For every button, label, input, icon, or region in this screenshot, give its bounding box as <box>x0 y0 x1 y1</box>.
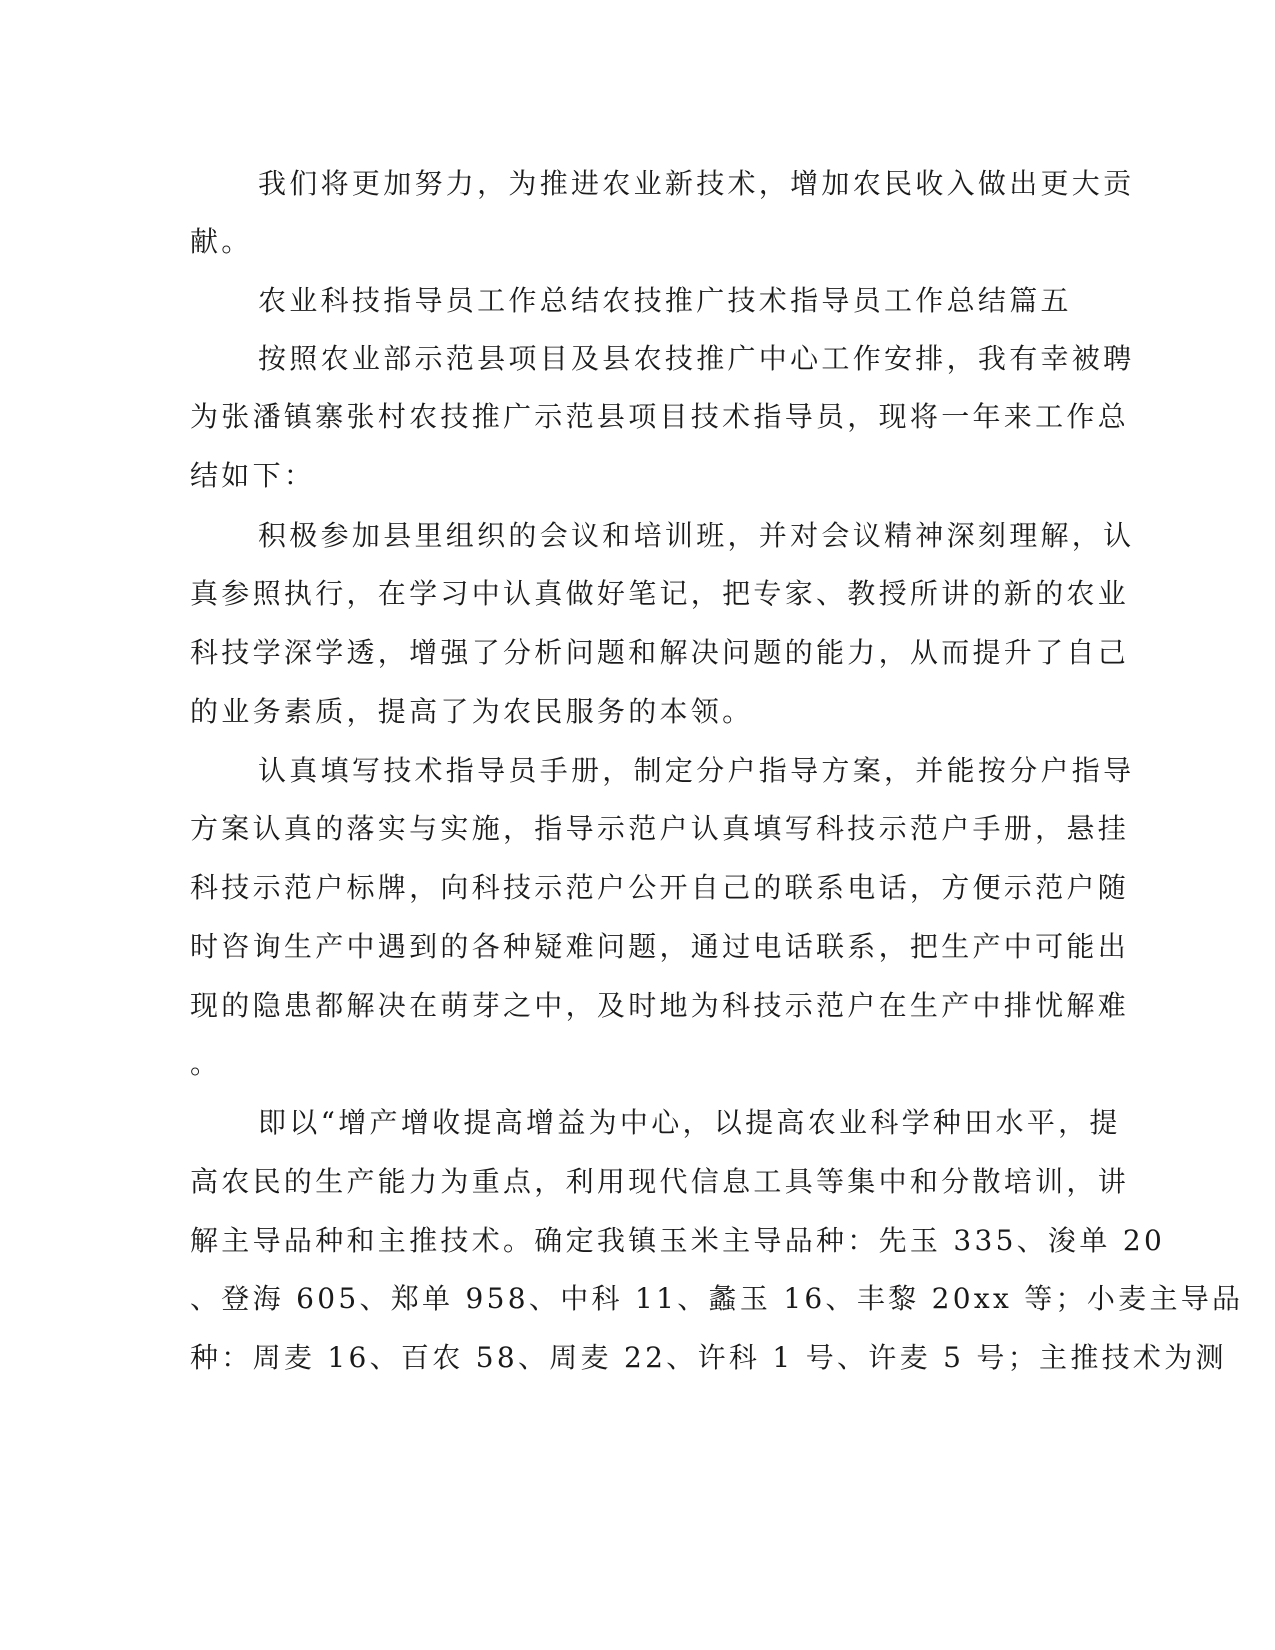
paragraph-line: 高农民的生产能力为重点，利用现代信息工具等集中和分散培训，讲 <box>190 1165 1130 1198</box>
paragraph-line: 献。 <box>190 225 253 258</box>
paragraph-line: 认真填写技术指导员手册，制定分户指导方案，并能按分户指导 <box>258 754 1135 787</box>
paragraph-line: 方案认真的落实与实施，指导示范户认真填写科技示范户手册，悬挂 <box>190 812 1130 845</box>
paragraph-line: 积极参加县里组织的会议和培训班，并对会议精神深刻理解，认 <box>258 519 1135 552</box>
paragraph-line: 种：周麦 16、百农 58、周麦 22、许科 1 号、许麦 5 号；主推技术为测 <box>190 1341 1227 1374</box>
paragraph-line: 现的隐患都解决在萌芽之中，及时地为科技示范户在生产中排忧解难 <box>190 989 1130 1022</box>
paragraph-line: 。 <box>190 1047 222 1080</box>
paragraph-line: 即以“增产增收提高增益为中心，以提高农业科学种田水平，提 <box>258 1106 1121 1139</box>
paragraph-line: 、登海 605、郑单 958、中科 11、蠡玉 16、丰黎 20xx 等；小麦主导品 <box>190 1282 1244 1315</box>
paragraph-line: 科技学深学透，增强了分析问题和解决问题的能力，从而提升了自己 <box>190 636 1130 669</box>
paragraph-line: 时咨询生产中遇到的各种疑难问题，通过电话联系，把生产中可能出 <box>190 930 1130 963</box>
paragraph-line: 解主导品种和主推技术。确定我镇玉米主导品种：先玉 335、浚单 20 <box>190 1224 1166 1257</box>
paragraph-line: 真参照执行，在学习中认真做好笔记，把专家、教授所讲的新的农业 <box>190 577 1130 610</box>
paragraph-line: 科技示范户标牌，向科技示范户公开自己的联系电话，方便示范户随 <box>190 871 1130 904</box>
paragraph-line: 我们将更加努力，为推进农业新技术，增加农民收入做出更大贡 <box>258 167 1135 200</box>
paragraph-line: 结如下： <box>190 459 316 492</box>
section-heading: 农业科技指导员工作总结农技推广技术指导员工作总结篇五 <box>258 284 1072 317</box>
paragraph-line: 为张潘镇寨张村农技推广示范县项目技术指导员，现将一年来工作总 <box>190 400 1130 433</box>
paragraph-line: 的业务素质，提高了为农民服务的本领。 <box>190 695 754 728</box>
paragraph-line: 按照农业部示范县项目及县农技推广中心工作安排，我有幸被聘 <box>258 342 1135 375</box>
